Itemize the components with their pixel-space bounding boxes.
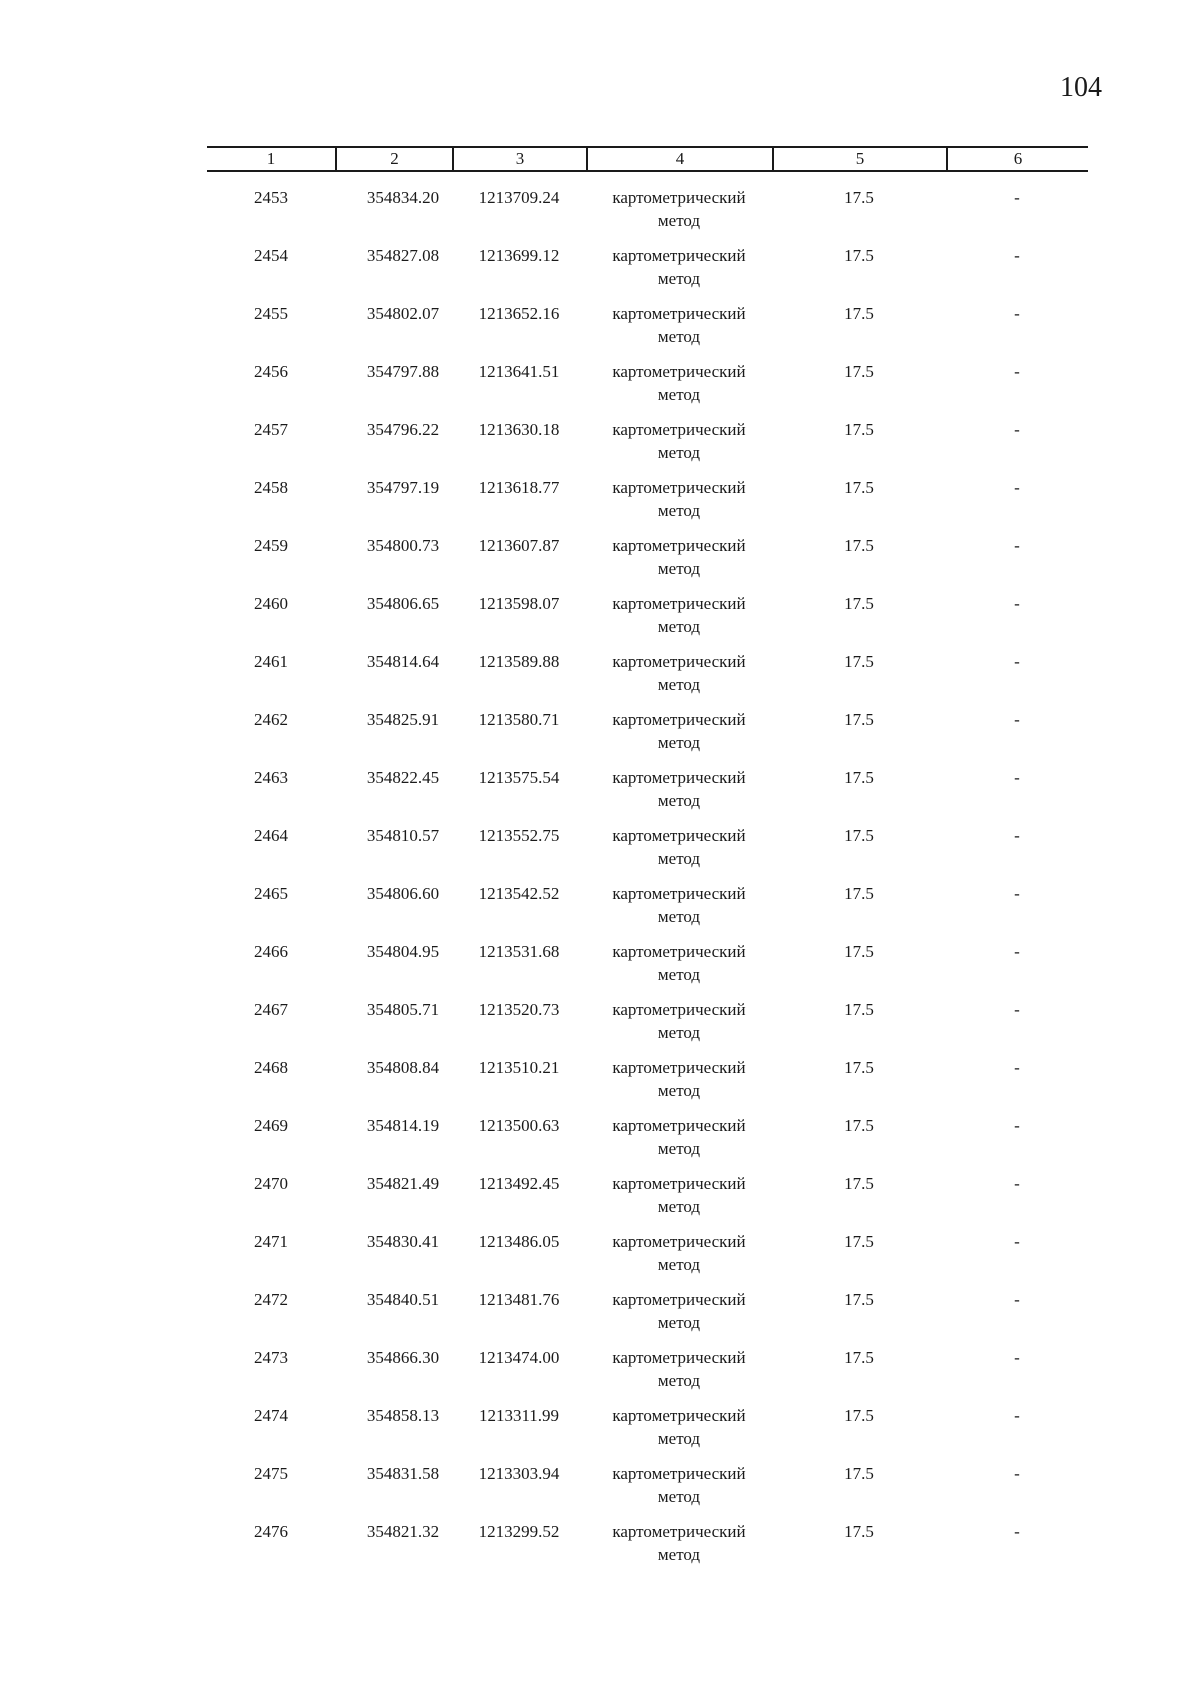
- coordinate-x: 354805.71: [366, 1000, 440, 1019]
- coordinate-y: 1213492.45: [478, 1174, 560, 1193]
- accuracy-value: 17.5: [844, 826, 874, 845]
- note-value: -: [1014, 1058, 1020, 1077]
- method-cell: [586, 1346, 772, 1392]
- method-cell: [586, 1462, 772, 1508]
- coordinate-x: 354830.41: [366, 1232, 440, 1251]
- method-line-1: картометрический: [612, 710, 746, 729]
- coordinate-x: 354804.95: [366, 942, 440, 961]
- method-line-1: картометрический: [612, 768, 746, 787]
- accuracy-value: 17.5: [844, 652, 874, 671]
- coordinate-y: 1213630.18: [478, 420, 560, 439]
- point-number: 2464: [254, 826, 288, 845]
- note-value: -: [1014, 652, 1020, 671]
- note-value: -: [1014, 768, 1020, 787]
- method-line-1: картометрический: [612, 1174, 746, 1193]
- coordinate-y: 1213618.77: [478, 478, 560, 497]
- method-cell: [586, 1288, 772, 1334]
- accuracy-value: 17.5: [844, 1116, 874, 1135]
- table-row: [207, 1230, 1088, 1288]
- table-row: [207, 1520, 1088, 1578]
- method-cell: [586, 418, 772, 464]
- method-cell: [586, 592, 772, 638]
- method-line-2: метод: [657, 1487, 701, 1506]
- coordinate-y: 1213481.76: [478, 1290, 560, 1309]
- method-line-1: картометрический: [612, 478, 746, 497]
- method-cell: [586, 940, 772, 986]
- method-line-1: картометрический: [612, 942, 746, 961]
- note-value: -: [1014, 362, 1020, 381]
- coordinate-x: 354806.60: [366, 884, 440, 903]
- coordinate-y: 1213510.21: [478, 1058, 560, 1077]
- method-line-2: метод: [657, 617, 701, 636]
- method-line-1: картометрический: [612, 652, 746, 671]
- method-cell: [586, 186, 772, 232]
- method-line-1: картометрический: [612, 536, 746, 555]
- accuracy-value: 17.5: [844, 362, 874, 381]
- method-line-2: метод: [657, 269, 701, 288]
- table-row: [207, 998, 1088, 1056]
- method-line-1: картометрический: [612, 188, 746, 207]
- column-header-5: 5: [772, 148, 946, 170]
- method-line-2: метод: [657, 443, 701, 462]
- accuracy-value: 17.5: [844, 884, 874, 903]
- note-value: -: [1014, 1464, 1020, 1483]
- accuracy-value: 17.5: [844, 1290, 874, 1309]
- coordinate-x: 354797.88: [366, 362, 440, 381]
- accuracy-value: 17.5: [844, 1464, 874, 1483]
- point-number: 2465: [254, 884, 288, 903]
- method-cell: [586, 302, 772, 348]
- table-row: [207, 418, 1088, 476]
- accuracy-value: 17.5: [844, 1058, 874, 1077]
- note-value: -: [1014, 1174, 1020, 1193]
- method-line-2: метод: [657, 907, 701, 926]
- point-number: 2453: [254, 188, 288, 207]
- accuracy-value: 17.5: [844, 304, 874, 323]
- point-number: 2460: [254, 594, 288, 613]
- method-cell: [586, 824, 772, 870]
- page-number: 104: [1060, 72, 1102, 103]
- method-cell: [586, 244, 772, 290]
- table-row: [207, 766, 1088, 824]
- note-value: -: [1014, 1116, 1020, 1135]
- point-number: 2455: [254, 304, 288, 323]
- point-number: 2461: [254, 652, 288, 671]
- note-value: -: [1014, 1290, 1020, 1309]
- table-row: [207, 708, 1088, 766]
- note-value: -: [1014, 942, 1020, 961]
- method-line-2: метод: [657, 559, 701, 578]
- point-number: 2471: [254, 1232, 288, 1251]
- method-line-2: метод: [657, 791, 701, 810]
- accuracy-value: 17.5: [844, 1000, 874, 1019]
- accuracy-value: 17.5: [844, 768, 874, 787]
- table-row: [207, 1056, 1088, 1114]
- method-line-2: метод: [657, 1255, 701, 1274]
- table-row: [207, 1346, 1088, 1404]
- note-value: -: [1014, 536, 1020, 555]
- method-line-1: картометрический: [612, 362, 746, 381]
- method-line-2: метод: [657, 675, 701, 694]
- note-value: -: [1014, 710, 1020, 729]
- coordinate-y: 1213607.87: [478, 536, 560, 555]
- point-number: 2463: [254, 768, 288, 787]
- method-line-2: метод: [657, 385, 701, 404]
- method-line-1: картометрический: [612, 826, 746, 845]
- table-row: [207, 186, 1088, 244]
- note-value: -: [1014, 420, 1020, 439]
- note-value: -: [1014, 594, 1020, 613]
- point-number: 2467: [254, 1000, 288, 1019]
- accuracy-value: 17.5: [844, 536, 874, 555]
- point-number: 2469: [254, 1116, 288, 1135]
- method-line-1: картометрический: [612, 304, 746, 323]
- accuracy-value: 17.5: [844, 478, 874, 497]
- method-line-2: метод: [657, 1023, 701, 1042]
- method-line-1: картометрический: [612, 594, 746, 613]
- table-row: [207, 1462, 1088, 1520]
- method-line-2: метод: [657, 327, 701, 346]
- note-value: -: [1014, 1232, 1020, 1251]
- method-cell: [586, 650, 772, 696]
- method-cell: [586, 1404, 772, 1450]
- coordinate-x: 354827.08: [366, 246, 440, 265]
- method-line-2: метод: [657, 1371, 701, 1390]
- table-row: [207, 244, 1088, 302]
- table-row: [207, 302, 1088, 360]
- column-header-2: 2: [335, 148, 452, 170]
- coordinate-y: 1213486.05: [478, 1232, 560, 1251]
- coordinate-y: 1213552.75: [478, 826, 560, 845]
- coordinate-x: 354796.22: [366, 420, 440, 439]
- method-line-2: метод: [657, 1081, 701, 1100]
- method-line-1: картометрический: [612, 246, 746, 265]
- coordinate-y: 1213641.51: [478, 362, 560, 381]
- coordinate-y: 1213580.71: [478, 710, 560, 729]
- coordinate-x: 354840.51: [366, 1290, 440, 1309]
- coordinate-y: 1213500.63: [478, 1116, 560, 1135]
- method-line-1: картометрический: [612, 420, 746, 439]
- coordinate-x: 354866.30: [366, 1348, 440, 1367]
- coordinate-y: 1213531.68: [478, 942, 560, 961]
- table-row: [207, 882, 1088, 940]
- coordinate-x: 354834.20: [366, 188, 440, 207]
- method-line-1: картометрический: [612, 1406, 746, 1425]
- method-line-2: метод: [657, 965, 701, 984]
- method-cell: [586, 360, 772, 406]
- accuracy-value: 17.5: [844, 1522, 874, 1541]
- coordinate-y: 1213699.12: [478, 246, 560, 265]
- note-value: -: [1014, 478, 1020, 497]
- coordinate-x: 354797.19: [366, 478, 440, 497]
- point-number: 2458: [254, 478, 288, 497]
- note-value: -: [1014, 188, 1020, 207]
- method-line-2: метод: [657, 1197, 701, 1216]
- coordinate-x: 354814.19: [366, 1116, 440, 1135]
- coordinate-x: 354802.07: [366, 304, 440, 323]
- method-cell: [586, 1520, 772, 1566]
- coordinate-x: 354858.13: [366, 1406, 440, 1425]
- coordinate-x: 354821.49: [366, 1174, 440, 1193]
- point-number: 2468: [254, 1058, 288, 1077]
- table-row: [207, 650, 1088, 708]
- method-cell: [586, 998, 772, 1044]
- method-cell: [586, 766, 772, 812]
- note-value: -: [1014, 826, 1020, 845]
- coordinate-x: 354806.65: [366, 594, 440, 613]
- coordinate-y: 1213652.16: [478, 304, 560, 323]
- table-row: [207, 592, 1088, 650]
- coordinate-y: 1213542.52: [478, 884, 560, 903]
- coordinate-x: 354814.64: [366, 652, 440, 671]
- method-line-1: картометрический: [612, 1464, 746, 1483]
- column-header-1: 1: [266, 149, 276, 168]
- method-line-2: метод: [657, 1545, 701, 1564]
- point-number: 2476: [254, 1522, 288, 1541]
- method-line-2: метод: [657, 501, 701, 520]
- method-line-1: картометрический: [612, 884, 746, 903]
- method-cell: [586, 1230, 772, 1276]
- column-header-3: 3: [452, 148, 586, 170]
- table-row: [207, 1172, 1088, 1230]
- method-cell: [586, 1056, 772, 1102]
- coordinate-x: 354810.57: [366, 826, 440, 845]
- point-number: 2459: [254, 536, 288, 555]
- accuracy-value: 17.5: [844, 1348, 874, 1367]
- table-row: [207, 476, 1088, 534]
- coordinate-y: 1213575.54: [478, 768, 560, 787]
- note-value: -: [1014, 1000, 1020, 1019]
- method-line-1: картометрический: [612, 1058, 746, 1077]
- point-number: 2470: [254, 1174, 288, 1193]
- note-value: -: [1014, 884, 1020, 903]
- point-number: 2475: [254, 1464, 288, 1483]
- coordinate-x: 354822.45: [366, 768, 440, 787]
- table-row: [207, 534, 1088, 592]
- note-value: -: [1014, 1348, 1020, 1367]
- coordinate-y: 1213598.07: [478, 594, 560, 613]
- method-line-2: метод: [657, 849, 701, 868]
- method-line-1: картометрический: [612, 1116, 746, 1135]
- coordinate-x: 354800.73: [366, 536, 440, 555]
- coordinate-x: 354831.58: [366, 1464, 440, 1483]
- table-row: [207, 940, 1088, 998]
- accuracy-value: 17.5: [844, 942, 874, 961]
- method-cell: [586, 534, 772, 580]
- method-line-1: картометрический: [612, 1000, 746, 1019]
- accuracy-value: 17.5: [844, 420, 874, 439]
- method-line-2: метод: [657, 733, 701, 752]
- method-line-1: картометрический: [612, 1348, 746, 1367]
- accuracy-value: 17.5: [844, 1232, 874, 1251]
- coordinate-y: 1213474.00: [478, 1348, 560, 1367]
- column-header-6: 6: [946, 148, 1088, 170]
- point-number: 2462: [254, 710, 288, 729]
- coordinate-x: 354808.84: [366, 1058, 440, 1077]
- coordinate-x: 354825.91: [366, 710, 440, 729]
- coordinate-y: 1213520.73: [478, 1000, 560, 1019]
- coordinate-y: 1213299.52: [478, 1522, 560, 1541]
- note-value: -: [1014, 1406, 1020, 1425]
- note-value: -: [1014, 304, 1020, 323]
- table-row: [207, 1114, 1088, 1172]
- method-line-2: метод: [657, 1313, 701, 1332]
- point-number: 2473: [254, 1348, 288, 1367]
- table-header: [207, 146, 1088, 172]
- point-number: 2472: [254, 1290, 288, 1309]
- accuracy-value: 17.5: [844, 1174, 874, 1193]
- method-line-2: метод: [657, 1429, 701, 1448]
- coordinate-y: 1213303.94: [478, 1464, 560, 1483]
- table-row: [207, 1404, 1088, 1462]
- method-line-1: картометрический: [612, 1232, 746, 1251]
- note-value: -: [1014, 1522, 1020, 1541]
- column-header-4: 4: [586, 148, 772, 170]
- table-row: [207, 824, 1088, 882]
- method-cell: [586, 708, 772, 754]
- accuracy-value: 17.5: [844, 1406, 874, 1425]
- point-number: 2466: [254, 942, 288, 961]
- point-number: 2457: [254, 420, 288, 439]
- coordinate-y: 1213709.24: [478, 188, 560, 207]
- table-row: [207, 360, 1088, 418]
- accuracy-value: 17.5: [844, 710, 874, 729]
- method-cell: [586, 476, 772, 522]
- method-cell: [586, 1172, 772, 1218]
- accuracy-value: 17.5: [844, 188, 874, 207]
- coordinate-y: 1213589.88: [478, 652, 560, 671]
- table-body: [207, 186, 1088, 1578]
- table-row: [207, 1288, 1088, 1346]
- note-value: -: [1014, 246, 1020, 265]
- accuracy-value: 17.5: [844, 594, 874, 613]
- point-number: 2474: [254, 1406, 288, 1425]
- accuracy-value: 17.5: [844, 246, 874, 265]
- method-cell: [586, 1114, 772, 1160]
- method-line-1: картометрический: [612, 1522, 746, 1541]
- coordinate-y: 1213311.99: [478, 1406, 560, 1425]
- method-line-1: картометрический: [612, 1290, 746, 1309]
- method-cell: [586, 882, 772, 928]
- coordinate-x: 354821.32: [366, 1522, 440, 1541]
- method-line-2: метод: [657, 1139, 701, 1158]
- point-number: 2454: [254, 246, 288, 265]
- point-number: 2456: [254, 362, 288, 381]
- method-line-2: метод: [657, 211, 701, 230]
